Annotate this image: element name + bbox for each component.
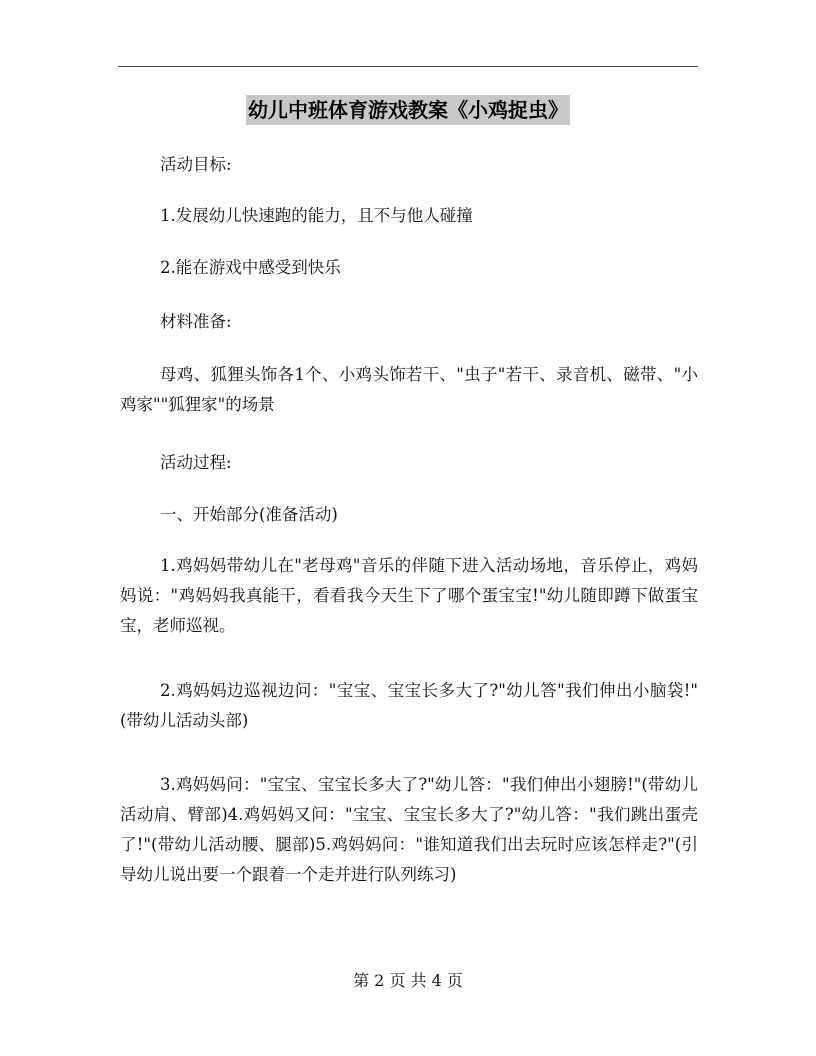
section-heading-process: 活动过程:: [160, 453, 232, 472]
document-title-text: 幼儿中班体育游戏教案《小鸡捉虫》: [246, 95, 570, 125]
objective-item-2: 2.能在游戏中感受到快乐: [160, 258, 341, 277]
header-rule: [118, 66, 698, 67]
section-heading-objectives: 活动目标:: [160, 155, 232, 174]
document-title: [0, 95, 816, 127]
section-heading-materials: 材料准备:: [160, 312, 232, 331]
process-step-2: 2.鸡妈妈边巡视边问："宝宝、宝宝长多大了?"幼儿答"我们伸出小脑袋!"(带幼儿活动头部): [120, 681, 698, 730]
materials-text: 母鸡、狐狸头饰各1个、小鸡头饰若干、"虫子"若干、录音机、磁带、"小鸡家""狐狸家"的场景: [120, 365, 698, 414]
process-step-1: 1.鸡妈妈带幼儿在"老母鸡"音乐的伴随下进入活动场地，音乐停止，鸡妈妈说："鸡妈妈我真能干，看看我今天生下了哪个蛋宝宝!"幼儿随即蹲下做蛋宝宝，老师巡视。: [120, 556, 698, 635]
process-part-heading: 一、开始部分(准备活动): [160, 505, 338, 524]
objective-item-1: 1.发展幼儿快速跑的能力，且不与他人碰撞: [160, 206, 473, 225]
process-step-3-5: 3.鸡妈妈问："宝宝、宝宝长多大了?"幼儿答："我们伸出小翅膀!"(带幼儿活动肩、臂部)4.鸡妈妈又问："宝宝、宝宝长多大了?"幼儿答："我们跳出蛋壳了!"(带幼儿活动腰、腿部)5.鸡妈妈问："谁知道我们出去玩时应该怎样走?"(引导幼儿说出要一个跟着一个走并进行队列练习): [120, 775, 698, 884]
page-footer: 第 2 页 共 4 页: [353, 971, 463, 990]
